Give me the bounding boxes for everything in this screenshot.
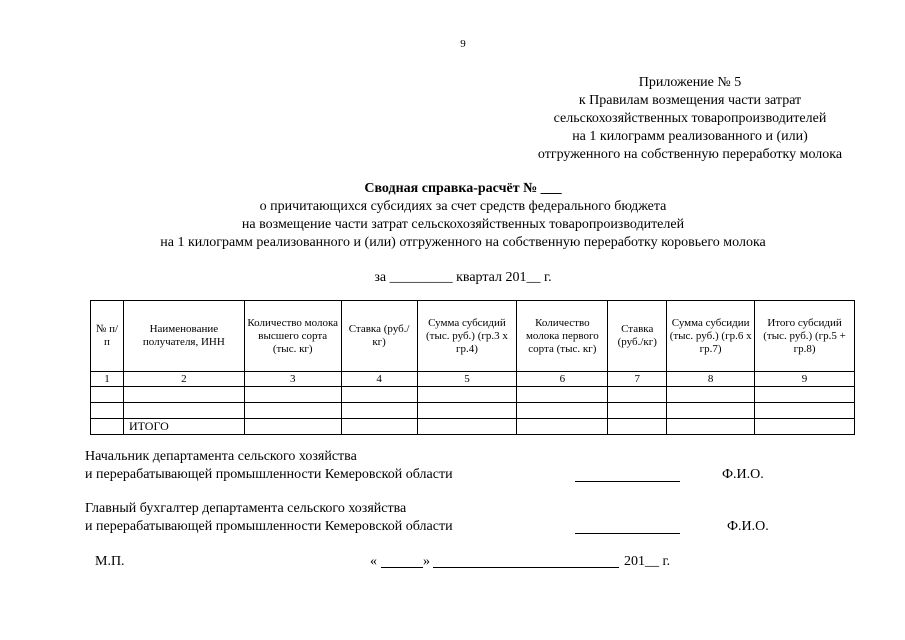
- column-header: Ставка (руб./кг): [341, 301, 417, 372]
- stamp-label: М.П.: [95, 554, 125, 569]
- column-header: Итого субсидий (тыс. руб.) (гр.5 + гр.8): [755, 301, 855, 372]
- appendix-line: отгруженного на собственную переработку молока: [537, 147, 843, 162]
- column-header: Сумма субсидий (тыс. руб.) (гр.3 х гр.4): [417, 301, 517, 372]
- date-quote-open: «: [370, 554, 377, 569]
- table-row: [91, 387, 855, 403]
- table-cell: [91, 403, 124, 419]
- column-number: 5: [417, 372, 517, 387]
- table-cell: [244, 387, 341, 403]
- table-cell: [244, 419, 341, 435]
- total-label: ИТОГО: [123, 419, 244, 435]
- appendix-line: на 1 килограмм реализованного и (или): [572, 129, 808, 144]
- table-cell: [91, 419, 124, 435]
- table-cell: [91, 387, 124, 403]
- title-line: на возмещение части затрат сельскохозяйственных товаропроизводителей: [241, 217, 685, 232]
- date-month-line: [433, 567, 619, 568]
- table-header-row: [91, 301, 855, 372]
- signature-line: [575, 481, 680, 482]
- table-cell: [755, 403, 855, 419]
- date-day-line: [381, 567, 423, 568]
- signature-title-line: Главный бухгалтер департамента сельского хозяйства: [85, 501, 407, 516]
- table-cell: [608, 403, 667, 419]
- total-row: [91, 419, 855, 435]
- appendix-line: сельскохозяйственных товаропроизводителей: [553, 111, 827, 126]
- column-header: Ставка (руб./кг): [608, 301, 667, 372]
- table-cell: [417, 403, 517, 419]
- appendix-line: к Правилам возмещения части затрат: [578, 93, 802, 108]
- table-cell: [517, 419, 608, 435]
- signature-line: [575, 533, 680, 534]
- table-cell: [517, 387, 608, 403]
- signature-title-line: и перерабатывающей промышленности Кемеровской области: [85, 467, 453, 482]
- table-cell: [608, 387, 667, 403]
- title-line: о причитающихся субсидиях за счет средств федерального бюджета: [259, 199, 667, 214]
- table-cell: [608, 419, 667, 435]
- table-cell: [667, 419, 755, 435]
- column-number: 6: [517, 372, 608, 387]
- column-number: 3: [244, 372, 341, 387]
- page-number: 9: [460, 38, 466, 50]
- table-cell: [417, 387, 517, 403]
- column-number: 2: [123, 372, 244, 387]
- table-cell: [755, 387, 855, 403]
- table-cell: [123, 387, 244, 403]
- column-number: 4: [341, 372, 417, 387]
- appendix-line: Приложение № 5: [638, 75, 742, 90]
- fio-label: Ф.И.О.: [727, 519, 769, 534]
- column-number: 8: [667, 372, 755, 387]
- table-cell: [417, 419, 517, 435]
- table-cell: [341, 419, 417, 435]
- table-cell: [667, 403, 755, 419]
- table-cell: [244, 403, 341, 419]
- date-year: 201__ г.: [624, 554, 671, 569]
- table-cell: [341, 403, 417, 419]
- quarter-line: за _________ квартал 201__ г.: [374, 270, 552, 285]
- table-cell: [755, 419, 855, 435]
- column-number-row: [91, 372, 855, 387]
- title-line: на 1 килограмм реализованного и (или) отгруженного на собственную переработку коровьего молока: [160, 235, 766, 250]
- table-cell: [341, 387, 417, 403]
- document-heading: Сводная справка-расчёт № ___: [364, 181, 562, 196]
- subsidy-table: [90, 300, 855, 435]
- signature-title-line: и перерабатывающей промышленности Кемеровской области: [85, 519, 453, 534]
- column-header: Количество молока первого сорта (тыс. кг): [517, 301, 608, 372]
- table-cell: [667, 387, 755, 403]
- signature-title-line: Начальник департамента сельского хозяйства: [85, 449, 357, 464]
- column-header: Сумма субсидии (тыс. руб.) (гр.6 х гр.7): [667, 301, 755, 372]
- date-quote-close: »: [423, 554, 430, 569]
- column-header: Наименование получателя, ИНН: [123, 301, 244, 372]
- column-header: № п/п: [91, 301, 124, 372]
- document-title: [0, 180, 905, 252]
- column-number: 7: [608, 372, 667, 387]
- table-cell: [123, 403, 244, 419]
- column-header: Количество молока высшего сорта (тыс. кг): [244, 301, 341, 372]
- column-number: 1: [91, 372, 124, 387]
- table-row: [91, 403, 855, 419]
- column-number: 9: [755, 372, 855, 387]
- table-cell: [517, 403, 608, 419]
- fio-label: Ф.И.О.: [722, 467, 764, 482]
- appendix-block: [480, 74, 900, 164]
